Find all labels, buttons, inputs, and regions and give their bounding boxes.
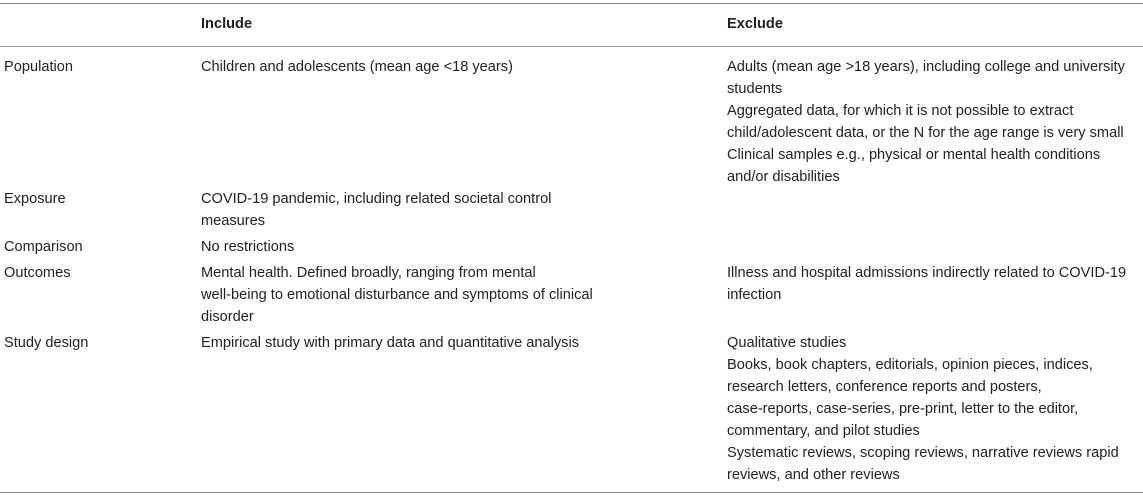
include-line: disorder [201, 309, 254, 325]
exclude-line: research letters, conference reports and posters, [727, 379, 1042, 395]
include-line: measures [201, 213, 266, 229]
exclude-line: Adults (mean age >18 years), including college and university [727, 59, 1125, 75]
include-exposure [201, 188, 551, 232]
include-comparison [201, 236, 294, 258]
exclude-line: infection [727, 287, 782, 303]
row-label-population: Population [4, 59, 73, 75]
row-label-outcomes: Outcomes [4, 265, 71, 281]
exclude-line: Aggregated data, for which it is not possible to extract [727, 103, 1074, 119]
exclude-study-design [727, 332, 1119, 486]
row-label-study-design: Study design [4, 335, 89, 351]
include-line: No restrictions [201, 239, 295, 255]
exclude-line: reviews, and other reviews [727, 467, 900, 483]
exclude-line: Systematic reviews, scoping reviews, narrative reviews rapid [727, 445, 1119, 461]
table-header-rule [0, 46, 1143, 47]
exclude-outcomes [727, 262, 1126, 306]
include-line: Children and adolescents (mean age <18 years) [201, 59, 513, 75]
table-top-rule [0, 3, 1143, 4]
include-line: well-being to emotional disturbance and symptoms of clinical [201, 287, 593, 303]
include-line: COVID-19 pandemic, including related societal control [201, 191, 552, 207]
exclude-line: commentary, and pilot studies [727, 423, 920, 439]
exclude-line: child/adolescent data, or the N for the age range is very small [727, 125, 1124, 141]
exclude-line: students [727, 81, 783, 97]
header-exclude: Exclude [727, 16, 783, 32]
exclude-line: Books, book chapters, editorials, opinion pieces, indices, [727, 357, 1093, 373]
row-label-exposure: Exposure [4, 191, 66, 207]
table-bottom-rule [0, 492, 1143, 493]
include-population [201, 56, 513, 78]
exclude-line: Qualitative studies [727, 335, 847, 351]
include-line: Empirical study with primary data and quantitative analysis [201, 335, 579, 351]
include-line: Mental health. Defined broadly, ranging from mental [201, 265, 536, 281]
include-study-design [201, 332, 579, 354]
exclude-line: case-reports, case-series, pre-print, letter to the editor, [727, 401, 1079, 417]
header-include: Include [201, 16, 253, 32]
row-label-comparison: Comparison [4, 239, 83, 255]
exclude-line: Clinical samples e.g., physical or mental health conditions [727, 147, 1101, 163]
include-outcomes [201, 262, 593, 328]
exclude-line: and/or disabilities [727, 169, 840, 185]
exclude-population [727, 56, 1125, 188]
exclude-line: Illness and hospital admissions indirectly related to COVID-19 [727, 265, 1127, 281]
